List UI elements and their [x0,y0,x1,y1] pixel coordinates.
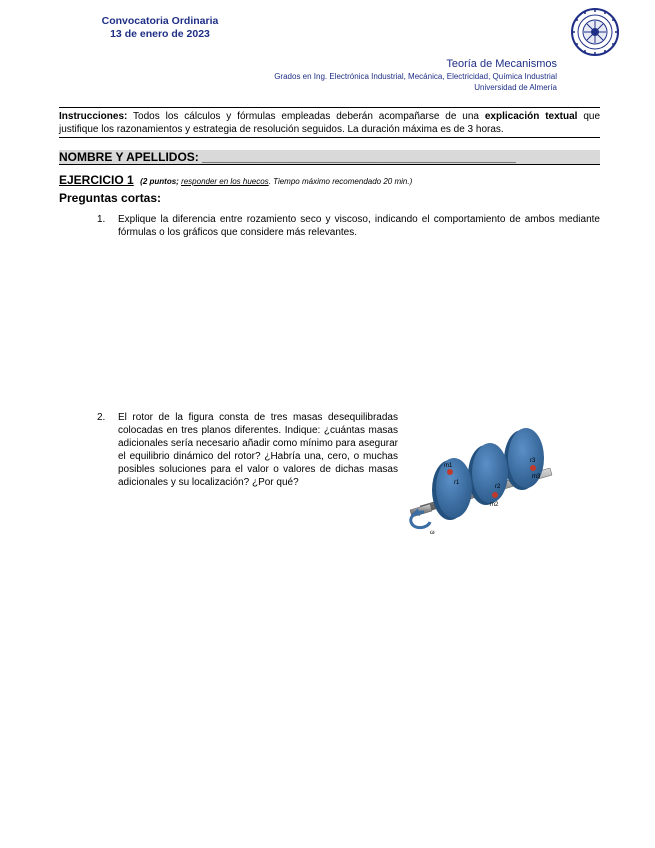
omega-label: ω [430,528,435,536]
radius-label-1: r1 [454,480,460,486]
mass-label-1: m1 [444,463,453,469]
exam-date: 13 de enero de 2023 [110,28,210,40]
section-title: Preguntas cortas: [59,191,162,205]
instructions-text-1: Todos los cálculos y fórmulas empleadas deberán acompañarse de una [127,111,485,122]
mass-label-2: m2 [490,502,499,508]
radius-label-3: r3 [530,458,536,464]
exam-session: Convocatoria Ordinaria [101,15,219,27]
university-name: Universidad de Almería [474,83,557,92]
radius-label-2: r2 [495,484,501,490]
exercise-title: EJERCICIO 1 [59,173,134,187]
instructions-text-2: que justifique los razonamientos y estrategia de resolución seguidos. La duración máxima es de 3 horas. [59,111,601,135]
degrees-line: Grados en Ing. Electrónica Industrial, Mecánica, Electricidad, Química Industrial [274,72,557,81]
exercise-time-note: . Tiempo máximo recomendado 20 min.) [268,177,413,186]
question-number: 2. [97,412,106,423]
exercise-meta [140,177,412,186]
course-title: Teoría de Mecanismos [446,58,557,70]
exercise-header [59,171,412,189]
instructions [59,110,600,136]
mass-1 [447,469,453,475]
question-number: 1. [97,214,106,225]
mass-3 [530,465,536,471]
instructions-label: Instrucciones: [59,111,128,122]
question-1-text: Explique la diferencia entre rozamiento seco y viscoso, indicando el comportamiento de ambos mediante fórmulas o los gráficos que considere más relevantes. [118,214,600,238]
question-2-text: El rotor de la figura consta de tres masas desequilibradas colocadas en tres planos diferentes. Indique: ¿cuántas masas adicionales sería necesario añadir como mínimo para asegurar el equilibrio dinámico del rotor? ¿Habría una, cero, o muchas posibles soluciones para el valor o valores de dichas masas adicionales y su localización? ¿Por qué? [118,412,398,488]
name-field[interactable] [59,150,600,165]
divider [59,107,600,108]
exercise-points: (2 puntos; [140,177,179,186]
mass-label-3: m3 [532,474,541,480]
course-info [274,57,557,93]
name-field-underline: _______________________________________________ [198,150,516,164]
instructions-emphasis: explicación textual [484,111,578,122]
divider [59,137,600,138]
rotor-figure [400,420,560,540]
university-seal-icon [570,7,620,57]
exercise-answer-note: responder en los huecos [181,177,269,186]
exam-header [60,15,260,41]
name-field-label: NOMBRE Y APELLIDOS: [59,150,199,164]
mass-2 [492,492,498,498]
